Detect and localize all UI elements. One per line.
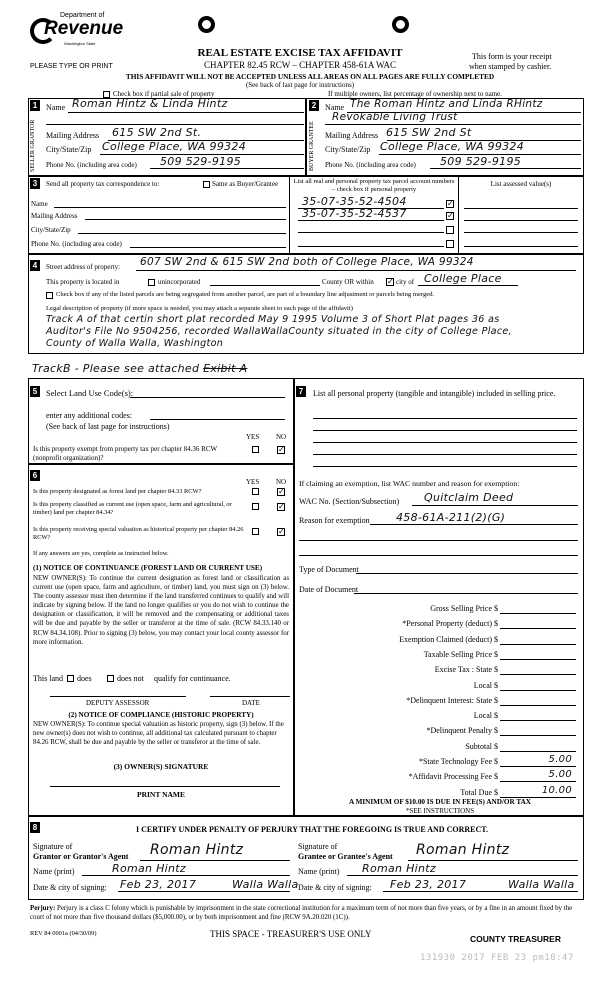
sig-grantor-label-2: Grantor or Grantor's Agent [33,852,129,861]
logo-dept-state: Washington State [64,41,96,46]
section-3-number: 3 [30,178,40,189]
grantee-date-label: Date & city of signing: [298,883,372,892]
street-label: Street address of property: [46,263,121,271]
logo-dept-top: Department of [60,12,105,19]
s3-mailing-label: Mailing Address [31,212,78,220]
grantee-name-print-label: Name (print) [298,867,340,876]
s3-city-label: City/State/Zip [31,226,71,234]
grantee-signature[interactable]: Roman Hintz [416,842,510,858]
same-as-buyer-label: Same as Buyer/Grantee [212,180,279,188]
buyer-mailing-field[interactable]: 615 SW 2nd St [386,126,472,139]
buyer-side-label: BUYER GRANTEE [309,121,315,171]
parcel-2[interactable]: 35-07-35-52-4537 [302,207,407,220]
legal-line-1[interactable]: Track A of that certin short plat recorded May 9 1995 Volume 3 of Short Plat pages 36 as [46,314,500,325]
fee-label: *Affidavit Processing Fee $ [408,772,498,782]
sig-grantee-label-1: Signature of [298,842,338,851]
certify-statement: I CERTIFY UNDER PENALTY OF PERJURY THAT THE FOREGOING IS TRUE AND CORRECT. [135,825,488,834]
notice-compliance-body: NEW OWNER(S): To continue special valuation as historic property, sign (3) below. If the new owner(s) does not wish to continue, all additional tax calculated pursuant to chapter 84.26 RCW, shall be due and payable by the seller or transferor at the time of sale. [33,721,284,747]
s6-yes-header: YES [246,478,260,486]
qualify-label: qualify for continuance. [154,674,231,683]
s6-no-header: NO [276,478,287,486]
form-title: REAL ESTATE EXCISE TAX AFFIDAVIT [197,47,403,59]
s3-phone-label: Phone No. (including area code) [31,240,122,248]
perjury-notice [30,904,582,922]
section-5-number: 5 [30,386,40,397]
see-instructions-note: *SEE INSTRUCTIONS [405,807,475,815]
grantor-city[interactable]: Walla Walla [232,878,299,891]
fee-label: *Delinquent Interest: State $ [406,695,498,705]
print-name-label: PRINT NAME [137,790,185,799]
partial-sale-label: Check box if partial sale of property [113,90,215,98]
grantor-date[interactable]: Feb 23, 2017 [120,878,197,891]
buyer-phone-field[interactable]: 509 529-9195 [440,155,522,168]
fee-value[interactable]: 5.00 [548,769,572,781]
parcel-2-checkbox[interactable]: ✓ [447,211,454,220]
legal-line-3[interactable]: County of Walla Walla, Washington [46,338,224,349]
section-4-number: 4 [30,260,40,271]
segregated-checkbox[interactable] [46,292,53,299]
legal-description-label: Legal description of property (if more space is needed, you may attach a separate sheet to each page of the affidavit) [46,305,353,312]
grantee-date[interactable]: Feb 23, 2017 [390,878,467,891]
unincorporated-label: unincorporated [158,278,201,286]
logo-dept-main: Revenue [44,18,124,39]
type-or-print: PLEASE TYPE OR PRINT [30,63,113,70]
exempt-yes-checkbox[interactable] [252,446,259,453]
fee-label: *Personal Property (deduct) $ [402,619,498,629]
parcel-1-checkbox[interactable]: ✓ [447,199,454,208]
if-yes-note: If any answers are yes, complete as instructed below. [33,550,169,557]
perjury-label: Perjury: [30,905,56,912]
warning-banner: THIS AFFIDAVIT WILL NOT BE ACCEPTED UNLESS ALL AREAS ON ALL PAGES ARE FULLY COMPLETED [125,72,495,81]
fee-label: Subtotal $ [465,741,498,751]
historic-yes-checkbox[interactable] [252,528,259,535]
exempt-question: Is this property exempt from property tax per chapter 84.36 RCW (nonprofit organization)? [33,445,217,462]
notice-continuance-body: NEW OWNER(S): To continue the current designation as forest land or classification as current use (open space, farm and agriculture, or timber) land, you must sign on (3) below. The county assessor must then determine if the land transferred continues to qualify and will indicate by signing below. If the land no longer qualifies or you do not wish to continue the designation or classification, it will be removed and the compensating or additional taxes will be due and payable by the seller or transferor at the time of sale. (RCW 84.33.140 or RCW 84.34.108). Prior to signing (3) below, you may contact your local county assessor for more information. [33,575,289,646]
land-does-checkbox[interactable] [67,675,74,682]
grantee-city[interactable]: Walla Walla [508,878,575,891]
s5-no-header: NO [276,433,287,441]
perjury-text: Perjury is a class C felony which is punishable by imprisonment in the state correctional institution for a maximum term of not more than five years, or by a fine in an amount fixed by the court of not more than five thousand dollars ($5,000.00), or by both imprisonment and fine (RCW 9A.20.020 (1C)). [30,905,573,921]
assessed-header: List assessed value(s) [490,180,552,188]
section-6-number: 6 [30,470,40,481]
parcel-4-checkbox[interactable] [446,240,454,248]
grantee-name-print[interactable]: Roman Hintz [362,862,436,875]
city-of-label: city of [396,278,415,286]
legal-line-4-text: TrackB - Please see attached [32,362,200,375]
multiple-owners-note: If multiple owners, list percentage of ownership next to name. [328,90,502,98]
unincorporated-checkbox[interactable] [148,279,155,286]
seller-city-field[interactable]: College Place, WA 99324 [102,140,247,153]
street-field[interactable]: 607 SW 2nd & 615 SW 2nd both of College Place, WA 99324 [140,256,474,268]
exempt-no-checkbox[interactable]: ✓ [278,445,285,454]
land-does-not-label: does not [117,674,144,683]
fee-value[interactable]: 5.00 [548,754,572,765]
section-7-number: 7 [296,386,306,397]
seller-name-field[interactable]: Roman Hintz & Linda Hintz [72,97,228,110]
seller-name-label: Name [46,103,66,112]
s5-see-back: (See back of last page for instructions) [46,422,170,431]
fee-label: Excise Tax : State $ [434,665,498,675]
legal-line-4-struck: Exibit A [203,362,248,375]
assessor-date-label: DATE [242,699,260,707]
form-revision: REV 84 0001a (04/30/09) [30,930,97,937]
send-correspondence-label: Send all property tax correspondence to: [46,180,160,188]
seller-phone-label: Phone No. (including area code) [46,161,137,169]
sig-grantee-label-2: Grantee or Grantee's Agent [298,852,393,861]
city-of-checkbox[interactable]: ✓ [387,277,394,286]
sig-grantor-label-1: Signature of [33,842,73,851]
county-or-within-label: County OR within [322,278,374,286]
grantor-name-print-label: Name (print) [33,867,75,876]
fee-label: Local $ [473,711,498,721]
see-back-header: (See back of last page for instructions) [245,81,355,89]
seller-mailing-label: Mailing Address [46,131,100,140]
land-does-label: does [77,674,92,683]
grantor-date-label: Date & city of signing: [33,883,107,892]
treasurer-stamp: 131930 2017 FEB 23 pm10:47 [420,953,574,963]
parcel-1[interactable]: 35-07-35-52-4504 [302,195,407,208]
historic-question: Is this property receiving special valuation as historical property per chapter 84.26 RCW? [33,526,244,541]
seller-phone-field[interactable]: 509 529-9195 [160,155,242,168]
buyer-name-field-1[interactable]: The Roman Hintz and Linda RHintz [350,98,543,110]
forest-land-question: Is this property designated as forest land per chapter 84.33 RCW? [33,488,202,495]
forest-no-checkbox[interactable]: ✓ [278,487,285,496]
fee-label: Gross Selling Price $ [430,604,498,613]
personal-property-label: List all personal property (tangible and intangible) included in selling price. [313,389,556,398]
legal-line-2[interactable]: Auditor's File No 9504256, recorded WallaWallaCounty situated in the city of College Place, [46,326,512,337]
deputy-assessor-label: DEPUTY ASSESSOR [86,699,150,707]
fee-label: *State Technology Fee $ [418,757,498,766]
reason-label: Reason for exemption [299,516,370,525]
fee-label: *Delinquent Penalty $ [426,726,498,736]
land-use-label: Select Land Use Code(s): [46,388,134,398]
treasurer-space-label: THIS SPACE - TREASURER'S USE ONLY [210,929,372,939]
fee-label: Total Due $ [460,787,498,797]
wac-label: WAC No. (Section/Subsection) [299,497,400,506]
current-use-no-checkbox[interactable]: ✓ [278,502,285,511]
this-land-label: This land [33,674,63,683]
buyer-city-label: City/State/Zip [325,145,371,154]
buyer-name-label: Name [325,103,345,112]
grantor-name-print[interactable]: Roman Hintz [112,862,186,875]
notice-continuance-title: (1) NOTICE OF CONTINUANCE (FOREST LAND OR CURRENT USE) [33,564,263,572]
s5-yes-header: YES [246,433,260,441]
same-as-buyer-checkbox[interactable] [203,181,210,188]
section-2-number: 2 [309,100,319,111]
current-use-yes-checkbox[interactable] [252,503,259,510]
reason-field[interactable]: 458-61A-211(2)(G) [396,511,506,524]
fee-label: Taxable Selling Price $ [423,649,498,659]
buyer-mailing-label: Mailing Address [325,131,379,140]
receipt-note-2: when stamped by cashier. [469,62,552,71]
city-of-field[interactable]: College Place [424,272,502,285]
exemption-label: If claiming an exemption, list WAC number and reason for exemption: [299,479,520,488]
segregated-label: Check box if any of the listed parcels are being segregated from another parcel, are part of a boundary line adjustment or parcels being merged. [56,291,435,298]
buyer-name-field-2[interactable]: Revokable Living Trust [332,111,458,123]
fee-value[interactable]: 10.00 [541,784,572,796]
located-label: This property is located in [46,278,120,286]
buyer-city-field[interactable]: College Place, WA 99324 [380,140,525,153]
date-of-document-label: Date of Document [299,585,359,594]
land-does-not-checkbox[interactable] [107,675,114,682]
legal-line-4[interactable] [32,362,247,375]
seller-side-label: SELLER GRANTOR [30,119,36,173]
parcel-header: List all real and personal property tax parcel account numbers – check box if personal property [293,178,455,193]
notice-compliance-title: (2) NOTICE OF COMPLIANCE (HISTORIC PROPERTY) [68,711,254,719]
grantor-signature[interactable]: Roman Hintz [150,842,244,858]
parcel-3-checkbox[interactable] [446,226,454,234]
dor-logo [30,8,124,54]
county-treasurer-label: COUNTY TREASURER [470,934,561,944]
type-of-document-label: Type of Document [299,565,359,574]
owner-signature-label: (3) OWNER(S) SIGNATURE [113,762,209,771]
receipt-note-1: This form is your receipt [472,52,552,61]
section-1-number: 1 [30,100,40,111]
seller-mailing-field[interactable]: 615 SW 2nd St. [112,126,202,139]
historic-no-checkbox[interactable]: ✓ [278,527,285,536]
punch-hole-right [392,16,409,33]
seller-city-label: City/State/Zip [46,145,92,154]
forest-yes-checkbox[interactable] [252,488,259,495]
s3-name-label: Name [31,200,48,208]
minimum-due-note: A MINIMUM OF $10.00 IS DUE IN FEE(S) AND/OR TAX [349,798,531,806]
current-use-question: Is this property classified as current use (open space, farm and agricultural, or timber) land per chapter 84.34? [33,501,232,516]
wac-field[interactable]: Quitclaim Deed [424,491,514,504]
buyer-phone-label: Phone No. (including area code) [325,161,416,169]
fee-label: Exemption Claimed (deduct) $ [399,634,498,644]
form-chapter: CHAPTER 82.45 RCW – CHAPTER 458-61A WAC [204,60,396,70]
additional-codes-label: enter any additional codes: [46,411,132,420]
fee-label: Local $ [473,680,498,690]
punch-hole-left [198,16,215,33]
section-8-number: 8 [30,822,40,833]
